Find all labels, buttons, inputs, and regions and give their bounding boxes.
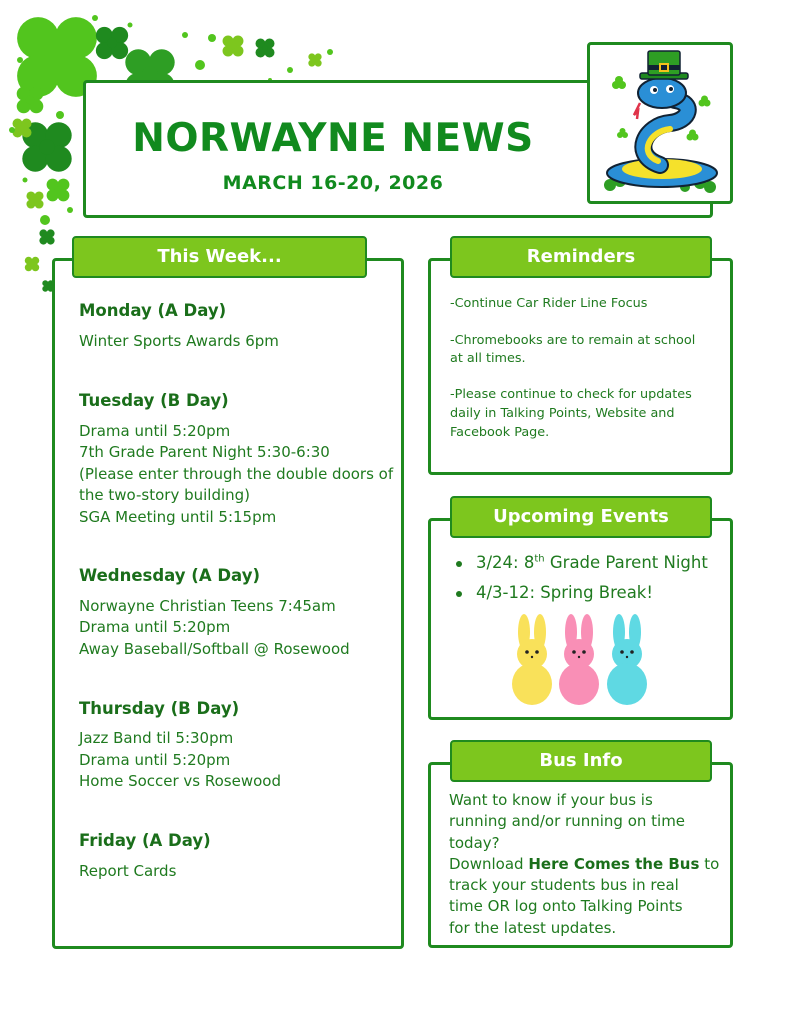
day-title: Thursday (B Day) xyxy=(79,699,240,718)
day-line: 7th Grade Parent Night 5:30-6:30 xyxy=(79,443,330,461)
bullet xyxy=(456,591,462,597)
reminder-line: at all times. xyxy=(450,351,526,366)
bullet xyxy=(456,561,462,567)
this-week-heading: This Week... xyxy=(72,236,367,278)
reminders-heading: Reminders xyxy=(450,236,712,278)
day-line: Report Cards xyxy=(79,862,177,880)
day-line: Home Soccer vs Rosewood xyxy=(79,772,281,790)
bus-line: today? xyxy=(449,834,500,852)
mascot-frame xyxy=(587,42,733,204)
event-text: 3/24: 8 xyxy=(476,553,535,572)
event-text: 4/3-12: Spring Break! xyxy=(476,583,653,602)
upcoming-heading: Upcoming Events xyxy=(450,496,712,538)
bunny-icon xyxy=(505,612,655,707)
bus-line: Want to know if your bus is xyxy=(449,791,653,809)
day-line: SGA Meeting until 5:15pm xyxy=(79,508,277,526)
day-line: Drama until 5:20pm xyxy=(79,422,231,440)
day-line: the two-story building) xyxy=(79,486,251,504)
day-title: Tuesday (B Day) xyxy=(79,391,229,410)
event-item xyxy=(476,583,653,602)
reminder-line: daily in Talking Points, Website and xyxy=(450,406,675,421)
bus-line: running and/or running on time xyxy=(449,812,686,830)
event-sup: th xyxy=(534,553,545,565)
snake-mascot-icon xyxy=(590,45,730,201)
day-line: Drama until 5:20pm xyxy=(79,618,231,636)
reminder-line: -Chromebooks are to remain at school xyxy=(450,333,696,348)
day-line: Drama until 5:20pm xyxy=(79,751,231,769)
day-title: Wednesday (A Day) xyxy=(79,566,260,585)
bus-text: to xyxy=(699,855,720,873)
day-line: Away Baseball/Softball @ Rosewood xyxy=(79,640,350,658)
day-title: Friday (A Day) xyxy=(79,831,211,850)
day-line: Norwayne Christian Teens 7:45am xyxy=(79,597,336,615)
day-title: Monday (A Day) xyxy=(79,301,227,320)
bus-download-line xyxy=(449,855,719,873)
day-line: (Please enter through the double doors of xyxy=(79,465,394,483)
event-item xyxy=(476,553,708,572)
event-text: Grade Parent Night xyxy=(544,553,708,572)
bus-line: for the latest updates. xyxy=(449,919,617,937)
newsletter-date: MARCH 16-20, 2026 xyxy=(222,172,444,194)
reminders-panel xyxy=(428,258,733,475)
day-line: Winter Sports Awards 6pm xyxy=(79,332,279,350)
reminder-line: -Please continue to check for updates xyxy=(450,387,692,402)
app-name: Here Comes the Bus xyxy=(528,855,700,873)
reminder-line: Facebook Page. xyxy=(450,425,550,440)
bus-text: Download xyxy=(449,855,529,873)
bus-heading: Bus Info xyxy=(450,740,712,782)
bus-line: track your students bus in real xyxy=(449,876,679,894)
bus-line: time OR log onto Talking Points xyxy=(449,897,683,915)
reminder-line: -Continue Car Rider Line Focus xyxy=(450,296,648,311)
newsletter-title: NORWAYNE NEWS xyxy=(132,116,534,161)
day-line: Jazz Band til 5:30pm xyxy=(79,729,234,747)
